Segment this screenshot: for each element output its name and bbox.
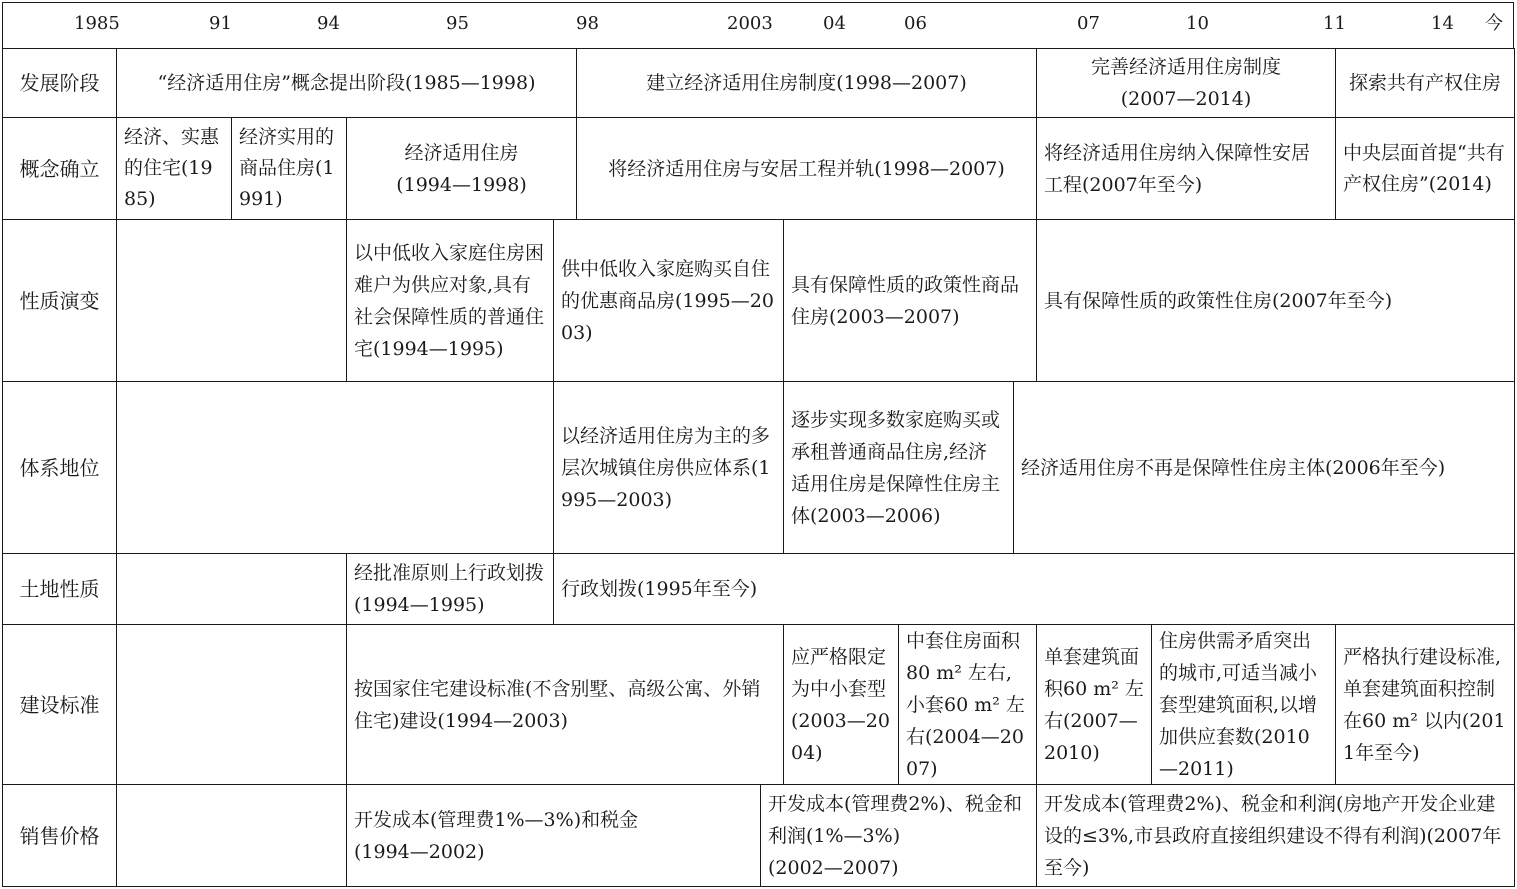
row-header-land: 土地性质 <box>2 553 117 625</box>
year-label: 04 <box>823 13 846 34</box>
system-cell: 以经济适用住房为主的多层次城镇住房供应体系(1995—2003) <box>553 381 784 554</box>
price-cell: 开发成本(管理费1%—3%)和税金 (1994—2002) <box>346 784 761 887</box>
concept-cell: 将经济适用住房纳入保障性安居工程(2007年至今) <box>1036 117 1336 220</box>
row-header-nature: 性质演变 <box>2 219 117 382</box>
year-label: 07 <box>1077 13 1100 34</box>
year-label: 98 <box>576 13 599 34</box>
year-label: 今 <box>1485 13 1503 34</box>
year-label: 10 <box>1186 13 1209 34</box>
concept-cell: 经济适用住房 (1994—1998) <box>346 117 577 220</box>
concept-cell: 将经济适用住房与安居工程并轨(1998—2007) <box>576 117 1037 220</box>
year-label: 1985 <box>74 13 120 34</box>
year-label: 06 <box>904 13 927 34</box>
system-cell-empty <box>116 381 554 554</box>
land-cell: 行政划拨(1995年至今) <box>553 553 1515 625</box>
row-header-stage: 发展阶段 <box>2 48 117 118</box>
standard-cell: 按国家住宅建设标准(不含别墅、高级公寓、外销住宅)建设(1994—2003) <box>346 624 784 785</box>
year-label: 94 <box>317 13 340 34</box>
year-label: 91 <box>209 13 232 34</box>
stage-cell: 探索共有产权住房 <box>1335 48 1515 118</box>
land-cell: 经批准原则上行政划拨(1994—1995) <box>346 553 554 625</box>
year-label: 95 <box>446 13 469 34</box>
year-label: 2003 <box>727 13 773 34</box>
row-header-concept: 概念确立 <box>2 117 117 220</box>
price-cell: 开发成本(管理费2%)、税金和利润(房地产开发企业建设的≤3%,市县政府直接组织建设不得有利润)(2007年至今) <box>1036 784 1515 887</box>
concept-cell: 经济实用的商品住房(1991) <box>231 117 347 220</box>
nature-cell: 以中低收入家庭住房困难户为供应对象,具有社会保障性质的普通住宅(1994—1995) <box>346 219 554 382</box>
year-label: 14 <box>1431 13 1454 34</box>
nature-cell-empty <box>116 219 347 382</box>
price-cell-empty <box>116 784 347 887</box>
standard-cell: 中套住房面积80 m² 左右,小套60 m² 左右(2004—2007) <box>898 624 1037 785</box>
row-header-price: 销售价格 <box>2 784 117 887</box>
price-cell: 开发成本(管理费2%)、税金和利润(1%—3%) (2002—2007) <box>760 784 1037 887</box>
concept-cell: 经济、实惠的住宅(1985) <box>116 117 232 220</box>
standard-cell: 应严格限定为中小套型(2003—2004) <box>783 624 899 785</box>
concept-cell: 中央层面首提“共有产权住房”(2014) <box>1335 117 1515 220</box>
standard-cell: 住房供需矛盾突出的城市,可适当减小套型建筑面积,以增加供应套数(2010—2011) <box>1151 624 1336 785</box>
nature-cell: 供中低收入家庭购买自住的优惠商品房(1995—2003) <box>553 219 784 382</box>
system-cell: 逐步实现多数家庭购买或承租普通商品住房,经济适用住房是保障性住房主体(2003—2006) <box>783 381 1014 554</box>
stage-cell: 完善经济适用住房制度 (2007—2014) <box>1036 48 1336 118</box>
nature-cell: 具有保障性质的政策性住房(2007年至今) <box>1036 219 1515 382</box>
standard-cell-empty <box>116 624 347 785</box>
stage-cell: “经济适用住房”概念提出阶段(1985—1998) <box>116 48 577 118</box>
land-cell-empty <box>116 553 347 625</box>
system-cell: 经济适用住房不再是保障性住房主体(2006年至今) <box>1013 381 1515 554</box>
nature-cell: 具有保障性质的政策性商品住房(2003—2007) <box>783 219 1037 382</box>
row-header-standard: 建设标准 <box>2 624 117 785</box>
row-header-system: 体系地位 <box>2 381 117 554</box>
standard-cell: 单套建筑面积60 m² 左右(2007—2010) <box>1036 624 1152 785</box>
year-label: 11 <box>1323 13 1346 34</box>
stage-cell: 建立经济适用住房制度(1998—2007) <box>576 48 1037 118</box>
standard-cell: 严格执行建设标准,单套建筑面积控制在60 m² 以内(2011年至今) <box>1335 624 1515 785</box>
